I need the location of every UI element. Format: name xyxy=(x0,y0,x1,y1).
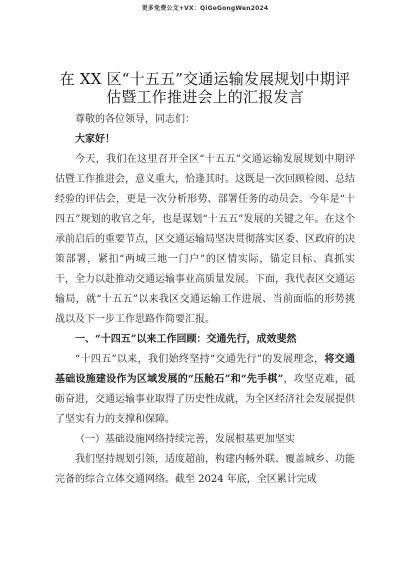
paragraph-infrastructure: 我们坚持规划引领，适度超前，构建内畅外联、覆盖城乡、功能完备的综合立体交通网络。截至 2024 年底，全区累计完成 xyxy=(55,454,355,485)
document-title xyxy=(55,70,355,106)
paragraph-review-start: “十四五”以来，我们始终坚持“交通先行”的发展理念， xyxy=(75,354,325,365)
section-1-heading: 一、“十四五”以来工作回顾：交通先行，成效斐然 xyxy=(75,334,297,345)
document-content xyxy=(55,70,355,490)
subsection-1-heading: （一）基础设施网络持续完善，发展根基更加坚实 xyxy=(75,434,295,445)
salutation: 尊敬的各位领导，同志们： xyxy=(75,114,195,125)
paragraph-review-emphasis: 将交通基础设施建设作为区域发展的“压舱石”和“先手棋” xyxy=(55,354,356,385)
title-line-2: 估暨工作推进会上的汇报发言 xyxy=(106,88,304,106)
title-line-1: 在 XX 区“十五五”交通运输发展规划中期评 xyxy=(59,70,351,88)
greeting: 大家好！ xyxy=(75,134,115,145)
paragraph-intro: 今天，我们在这里召开全区“十五五”交通运输发展规划中期评估暨工作推进会，意义重大，恰逢其时。这既是一次回顾检阅、总结经验的评估会，更是一次分析形势、部署任务的动员会。今年是“十四五”规划的收官之年，也是谋划“十五五”发展的关键之年。在这个承前启后的重要节点，区交通运输局坚决贯彻落实区委、区政府的决策部署，紧扣“两城三地一门户”的区情实际，锚定目标、真抓实干，全力以赴推动交通运输事业高质量发展。下面，我代表区交通运输局，就“十五五”以来我区交通运输工作进展、当前面临的形势挑战以及下一步工作思路作简要汇报。 xyxy=(55,154,355,325)
paragraph-review xyxy=(55,350,355,430)
watermark-text: 更多免费公文+VX：QiGeGongWen2024 xyxy=(141,5,269,12)
document-body xyxy=(55,110,355,490)
paragraph-review-end: ，攻坚克难，砥砺奋进，交通运输事业取得了历史性成就，为全区经济社会发展提供了坚实有力的支撑和保障。 xyxy=(55,374,356,425)
